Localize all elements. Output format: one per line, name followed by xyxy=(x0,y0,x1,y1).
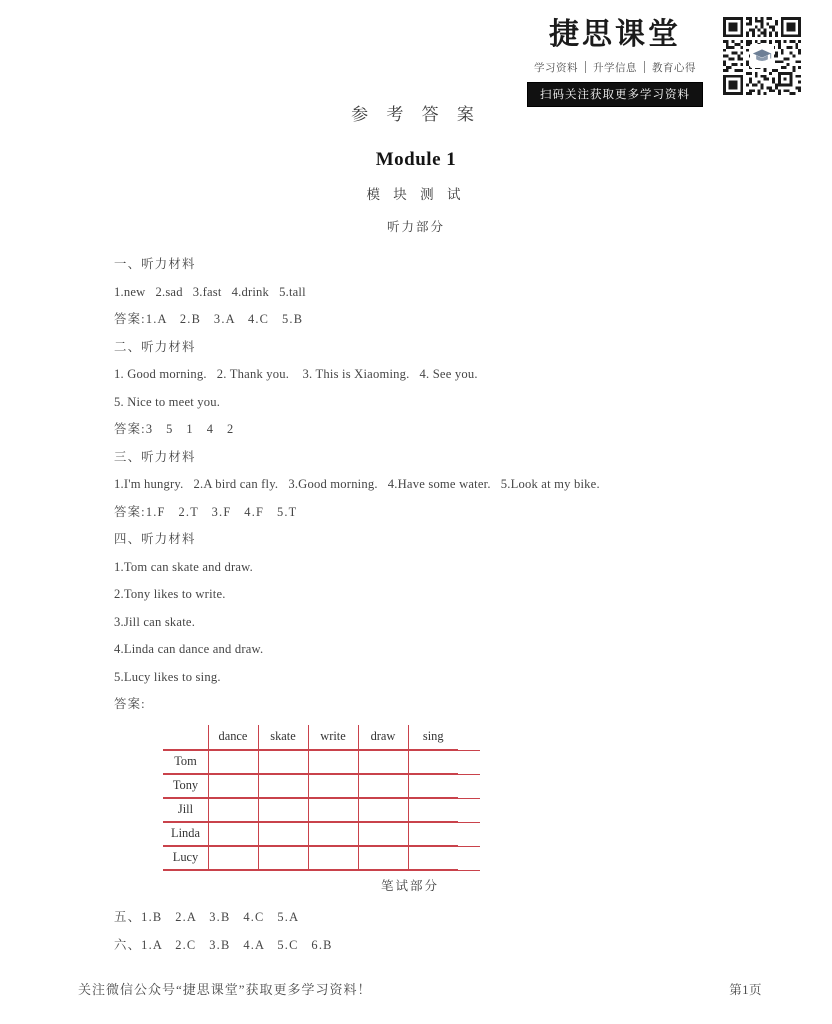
section-3-line-1: 1.I'm hungry. 2.A bird can fly. 3.Good morning. 4.Have some water. 5.Look at my bike. xyxy=(114,477,600,491)
answer-table-cell[interactable] xyxy=(208,822,258,846)
answer-table-cell[interactable] xyxy=(308,774,358,798)
graduation-cap-icon xyxy=(750,44,774,68)
section-2-answer: 答案:3 5 1 4 2 xyxy=(114,422,235,436)
answer-table-cell[interactable] xyxy=(208,846,258,870)
answer-table-cell[interactable] xyxy=(308,822,358,846)
section-2-line-1: 1. Good morning. 2. Thank you. 3. This is Xiaoming. 4. See you. xyxy=(114,367,478,381)
answer-table-zone xyxy=(0,725,832,871)
answer-table-cell[interactable] xyxy=(308,846,358,870)
answer-table-cell[interactable] xyxy=(258,822,308,846)
answer-table-cell[interactable] xyxy=(358,798,408,822)
section-2-line-2: 5. Nice to meet you. xyxy=(114,394,221,409)
written-answers-body xyxy=(0,904,832,959)
answer-table-cell[interactable] xyxy=(358,750,408,774)
answer-table-cell[interactable] xyxy=(258,846,308,870)
answer-table-cell[interactable] xyxy=(308,798,358,822)
section-4-line-4: 4.Linda can dance and draw. xyxy=(114,642,264,656)
section-heading-2: 二、听力材料 xyxy=(114,339,196,354)
answer-table-horizontal-rule xyxy=(163,774,480,775)
brand-header xyxy=(520,14,804,107)
answer-table-cell[interactable] xyxy=(208,750,258,774)
brand-title: 捷思课堂 xyxy=(549,18,681,51)
section-4-answer: 答案: xyxy=(114,697,146,711)
scan-cta-banner: 扫码关注获取更多学习资料 xyxy=(527,82,703,107)
section-4-line-3: 3.Jill can skate. xyxy=(114,614,196,629)
section-heading-1: 一、听力材料 xyxy=(114,257,196,271)
answer-table-horizontal-rule xyxy=(163,846,480,847)
section-1-line-1: 1.new 2.sad 3.fast 4.drink 5.tall xyxy=(114,284,306,299)
section-4-line-2: 2.Tony likes to write. xyxy=(114,587,226,601)
answer-table-column-header: write xyxy=(308,725,358,750)
page-number: 第1页 xyxy=(729,983,762,997)
answer-table-row-header: Linda xyxy=(163,822,208,846)
answer-table-cell[interactable] xyxy=(208,774,258,798)
page-footer xyxy=(0,979,832,998)
brand-tagline-item-2: 升学信息 xyxy=(593,62,637,74)
answer-table-column-header: dance xyxy=(208,725,258,750)
section-heading-4: 四、听力材料 xyxy=(114,532,196,546)
answer-table-cell[interactable] xyxy=(258,774,308,798)
section-4-line-5: 5.Lucy likes to sing. xyxy=(114,669,221,684)
answer-table-wrapper xyxy=(163,725,458,871)
answer-table-cell[interactable] xyxy=(408,846,458,870)
answer-table-cell[interactable] xyxy=(408,822,458,846)
answer-table-cell[interactable] xyxy=(258,798,308,822)
listening-part-heading: 听力部分 xyxy=(386,220,445,234)
section-1-answer: 答案:1.A 2.B 3.A 4.C 5.B xyxy=(114,312,304,326)
footer-note: 关注微信公众号“捷思课堂”获取更多学习资料！ xyxy=(78,982,372,997)
answer-table-corner-cell xyxy=(163,725,208,750)
page-title: 参 考 答 案 xyxy=(351,105,481,124)
answer-table-column-header: draw xyxy=(358,725,408,750)
brand-tagline-item-1: 学习资料 xyxy=(534,62,578,74)
answer-table-cell[interactable] xyxy=(358,774,408,798)
answer-table-cell[interactable] xyxy=(358,822,408,846)
section-heading-3: 三、听力材料 xyxy=(114,449,196,464)
answer-table-cell[interactable] xyxy=(408,750,458,774)
written-part-heading: 笔试部分 xyxy=(380,879,439,893)
answer-table-row-header: Tony xyxy=(163,774,208,798)
answer-table-cell[interactable] xyxy=(308,750,358,774)
answer-table-row-header: Jill xyxy=(163,798,208,822)
answer-table-row-header: Lucy xyxy=(163,846,208,870)
section-4-line-1: 1.Tom can skate and draw. xyxy=(114,559,253,574)
answer-table-column-header: skate xyxy=(258,725,308,750)
answer-table-row-header: Tom xyxy=(163,750,208,774)
answer-table-horizontal-rule xyxy=(163,870,480,871)
answers-body xyxy=(0,251,832,719)
answer-table-cell[interactable] xyxy=(358,846,408,870)
answer-table-cell[interactable] xyxy=(208,798,258,822)
module-test-subtitle: 模 块 测 试 xyxy=(366,187,466,202)
brand-tagline-item-3: 教育心得 xyxy=(652,62,696,74)
written-answer-line-5: 五、1.B 2.A 3.B 4.C 5.A xyxy=(114,910,300,924)
brand-textblock xyxy=(520,14,710,107)
answer-table-cell[interactable] xyxy=(258,750,308,774)
written-answer-line-6: 六、1.A 2.C 3.B 4.A 5.C 6.B xyxy=(114,937,333,952)
section-3-answer: 答案:1.F 2.T 3.F 4.F 5.T xyxy=(114,504,298,519)
answer-table-column-header: sing xyxy=(408,725,458,750)
answer-table-horizontal-rule xyxy=(163,798,480,799)
brand-tagline xyxy=(527,60,703,75)
answer-table-cell[interactable] xyxy=(408,774,458,798)
answer-table-cell[interactable] xyxy=(408,798,458,822)
qr-code-icon[interactable] xyxy=(720,14,804,98)
module-title: Module 1 xyxy=(375,149,457,170)
answer-table-horizontal-rule xyxy=(163,750,480,751)
answer-table-horizontal-rule xyxy=(163,822,480,823)
